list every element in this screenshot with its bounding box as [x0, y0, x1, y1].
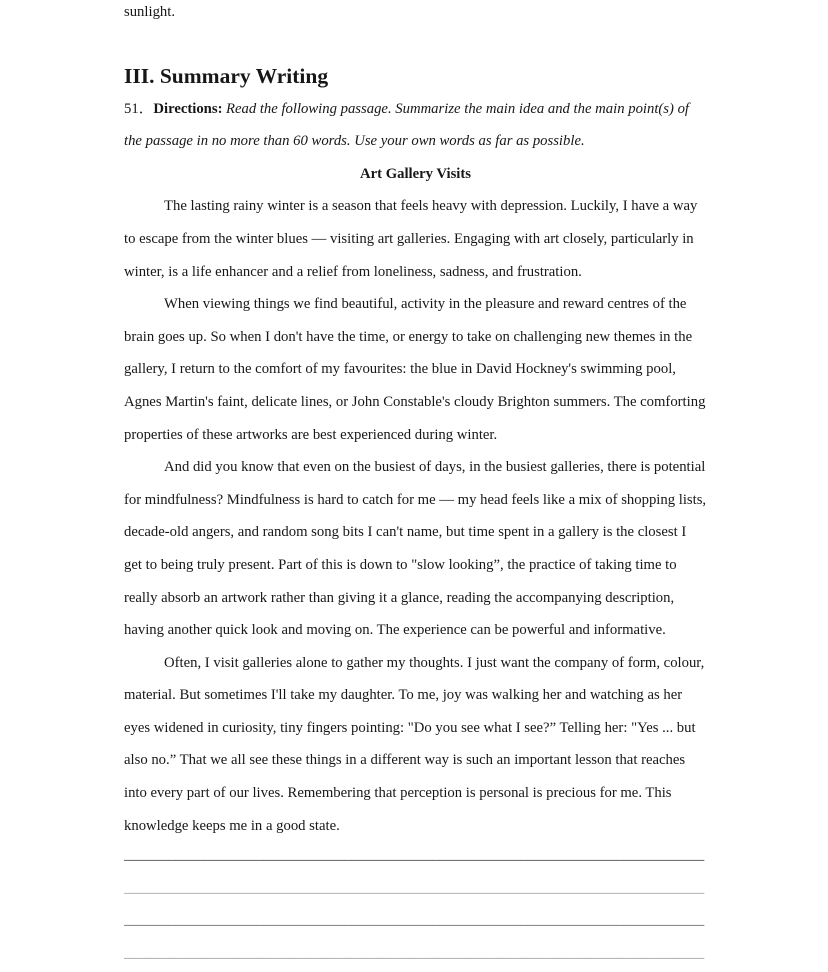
- answer-blank-line[interactable]: _______________________________________________________________________________: [124, 912, 705, 929]
- passage-paragraph-3: And did you know that even on the busiest of days, in the busiest galleries, there is potential for mindfulness? Mindfulness is hard to catch for me — my head feels like a mix of shopping lists, decade-old angers, and random song bits I can't name, but time spent in a gallery is the closest I get to being truly present. Part of this is down to "slow looking”, the practice of taking time to really absorb an artwork rather than giving it a glance, reading the accompanying description, having another quick look and moving on. The experience can be powerful and informative.: [124, 459, 707, 639]
- question-directions: [124, 93, 707, 158]
- directions-label: Directions:: [153, 100, 223, 117]
- answer-blank-line[interactable]: _______________________________________________________________________________: [124, 945, 705, 962]
- passage-paragraph-4: Often, I visit galleries alone to gather my thoughts. I just want the company of form, colour, material. But sometimes I'll take my daughter. To me, joy was walking her and watching as her eyes widened in curiosity, tiny fingers pointing: "Do you see what I see?” Telling her: "Yes ... but also no.” That we all see these things in a different way is such an important lesson that reaches into every part of our lives. Remembering that perception is personal is precious for me. This knowledge keeps me in a good state.: [124, 654, 705, 834]
- answer-blank-line[interactable]: _______________________________________________________________________________: [124, 879, 705, 896]
- directions-text: Read the following passage. Summarize the main idea and the main point(s) of the passage in no more than 60 words. Use your own words as far as possible.: [124, 100, 690, 150]
- passage-title: Art Gallery Visits: [360, 165, 471, 182]
- answer-blank-line[interactable]: _______________________________________________________________________________: [124, 847, 705, 864]
- passage-paragraph-2: When viewing things we find beautiful, activity in the pleasure and reward centres of the brain goes up. So when I don't have the time, or energy to take on challenging new themes in the gallery, I return to the comfort of my favourites: the blue in David Hockney's swimming pool, Agnes Martin's faint, delicate lines, or John Constable's cloudy Brighton summers. The comforting properties of these artworks are best experienced during winter.: [124, 296, 706, 443]
- answer-blanks-area: [124, 839, 707, 969]
- question-number: 51．: [124, 100, 154, 117]
- previous-passage-leftover-text: sunlight.: [124, 4, 176, 20]
- section-heading: III. Summary Writing: [124, 63, 329, 88]
- passage-paragraph-1: The lasting rainy winter is a season that feels heavy with depression. Luckily, I have a way to escape from the winter blues — visiting art galleries. Engaging with art closely, particularly in winter, is a life enhancer and a relief from loneliness, sadness, and frustration.: [124, 198, 698, 280]
